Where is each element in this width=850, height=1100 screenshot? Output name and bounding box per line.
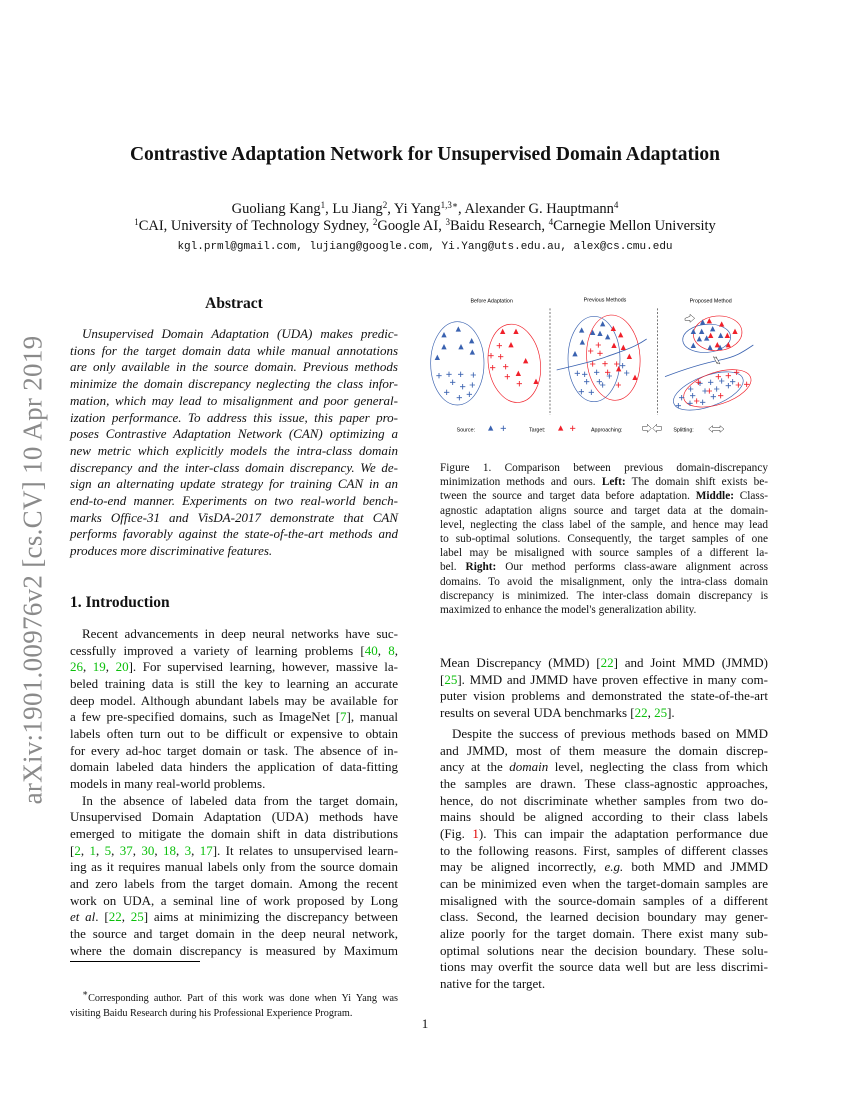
text-line: produces more discriminative features. (70, 543, 273, 559)
target-triangle-marker (707, 318, 712, 323)
text-line: puter vision problems and demonstrated the state-of-the-art (440, 688, 768, 704)
text-line: new metric which explicitly models the intra-class domain (70, 442, 398, 458)
text-line: results on several UDA benchmarks [22, 25]. (440, 705, 675, 720)
source-plus-marker (687, 401, 692, 406)
panel-title-before: Before Adaptation (470, 298, 513, 305)
target-plus-marker (694, 398, 699, 403)
source-plus-marker (575, 371, 580, 376)
target-triangle-marker (708, 333, 713, 338)
source-triangle-marker (572, 351, 577, 356)
target-triangle-marker (500, 329, 505, 334)
source-plus-marker (467, 392, 472, 397)
source-triangle-marker (699, 329, 704, 334)
source-triangle-marker (718, 333, 723, 338)
text-line: native for the target. (440, 976, 546, 992)
text-line: domains. To avoid the misalignment, only the intra-class domain (440, 575, 768, 588)
author-sup: 4 (613, 200, 619, 210)
source-plus-marker (620, 363, 625, 368)
text-line: Figure 1. Comparison between previous domain-discrepancy (440, 462, 768, 474)
footnote-line: Corresponding author. Part of this work was done when Yi Yang was (88, 993, 398, 1004)
source-triangle-marker (458, 344, 463, 349)
text-line: label may be misaligned with source samples of a different la- (440, 547, 768, 560)
target-plus-marker (736, 382, 741, 387)
target-triangle-marker (513, 329, 518, 334)
source-plus-marker (458, 372, 463, 377)
source-triangle-marker (691, 329, 696, 334)
source-triangle-marker (470, 349, 475, 354)
source-plus-marker (726, 383, 731, 388)
abstract-heading: Abstract (205, 295, 263, 312)
text-line: minimization methods and ours. Left: The domain shift exists be- (440, 476, 768, 489)
target-triangle-marker (715, 342, 720, 347)
source-triangle-marker (441, 332, 446, 337)
arxiv-stamp: arXiv:1901.00976v2 [cs.CV] 10 Apr 2019 (17, 335, 48, 805)
source-triangle-marker (710, 326, 715, 331)
source-plus-marker (624, 370, 629, 375)
text-line: class. Second, the learned decision boundary may gener- (440, 909, 768, 925)
affiliation-list: $^1$CAI, University of Technology Sydney, $^2$Google AI, $^3$Baidu Research, $^4$Carnegie Mellon University (134, 217, 716, 234)
target-plus-marker (498, 354, 503, 359)
text-line: maximized to enhance the model's generalization ability. (440, 604, 697, 616)
approaching-arrow-icon (685, 314, 695, 322)
source-triangle-marker (488, 425, 493, 430)
target-triangle-marker (732, 329, 737, 334)
source-plus-marker (457, 395, 462, 400)
target-plus-marker (505, 374, 510, 379)
text-line: poses Contrastive Adaptation Network (CAN) optimizing a (70, 426, 398, 442)
author-name: Lu Jiang (332, 201, 383, 217)
text-line: the source and target domain in the deep neural network, (70, 926, 398, 942)
text-line: for every ad-hoc target domain or task. The absence of in- (70, 742, 398, 758)
text-line: Mean Discrepancy (MMD) [22] and Joint MMD (JMMD) (440, 655, 768, 670)
target-plus-marker (596, 342, 601, 347)
author-sup: 2 (382, 200, 388, 210)
affiliation-sup: 4 (548, 217, 554, 227)
source-triangle-marker (691, 343, 696, 348)
source-plus-marker (436, 373, 441, 378)
source-plus-marker (597, 379, 602, 384)
text-line: Despite the success of previous methods based on MMD (452, 726, 768, 741)
text-line: discrepancy and the inter-class domain discrepancy. We de- (70, 459, 398, 475)
source-plus-marker (714, 386, 719, 391)
text-line: sign an alternating update strategy for training CAN in an (70, 476, 398, 492)
target-plus-marker (517, 381, 522, 386)
text-line: where the domain discrepancy is measured by Maximum (70, 942, 398, 958)
text-line: mation, which may lead to misalignment and poor general- (70, 392, 398, 408)
text-line: (Fig. 1). This can impair the adaptation performance due (440, 826, 768, 842)
target-plus-marker (744, 382, 749, 387)
section-heading-introduction: 1. Introduction (70, 594, 170, 611)
target-triangle-marker (611, 326, 616, 331)
author-sup: 1,3∗ (440, 200, 459, 210)
text-line: labels often turn out to be difficult or expensive to obtain (70, 726, 398, 742)
legend-source-label: Source: (456, 427, 476, 434)
affiliation-sup: 1 (134, 217, 139, 227)
splitting-arrow-icon (709, 426, 724, 433)
text-line: ing as it requires manual labels only from the source domain (70, 859, 398, 875)
text-line: are only available in the source domain. Previous methods (70, 359, 398, 375)
source-triangle-marker (697, 336, 702, 341)
source-plus-marker (501, 426, 506, 431)
source-triangle-marker (579, 327, 584, 332)
text-line: tions for the target domain data while manual annotations (70, 342, 398, 358)
approaching-arrow-icon (643, 424, 652, 432)
target-triangle-marker (719, 321, 724, 326)
source-plus-marker (594, 370, 599, 375)
target-triangle-marker (616, 366, 621, 371)
text-line: and zero labels from the target domain. Among the recent (70, 876, 398, 892)
target-triangle-marker (533, 379, 538, 384)
source-triangle-marker (597, 331, 602, 336)
text-line: misaligned with the source-domain samples of a different (440, 892, 768, 908)
target-plus-marker (590, 361, 595, 366)
text-line: deep model. Although abundant labels may be available for (70, 692, 398, 708)
panel-title-proposed: Proposed Method (689, 298, 732, 305)
text-line: Unsupervised Domain Adaptation (UDA) methods have (70, 809, 398, 825)
source-triangle-marker (600, 321, 605, 326)
source-plus-marker (579, 389, 584, 394)
affiliation-sup: 2 (372, 217, 378, 227)
panel-title-previous: Previous Methods (583, 297, 627, 304)
source-plus-marker (711, 394, 716, 399)
text-line: optimal solutions near the decision boundary. These solu- (440, 942, 768, 958)
decision-boundary (557, 339, 647, 370)
source-triangle-marker (707, 345, 712, 350)
source-plus-marker (708, 380, 713, 385)
author-list: Guoliang Kang$^1$, Lu Jiang$^2$, Yi Yang$^{1,3∗}$, Alexander G. Hauptmann$^4$ (231, 200, 619, 217)
text-line: et al. [22, 25] aims at minimizing the discrepancy between (70, 909, 398, 925)
target-plus-marker (716, 374, 721, 379)
target-plus-marker (488, 353, 493, 358)
text-line: alize poorly for the target domain. There exist many sub- (440, 926, 768, 942)
target-triangle-marker (621, 345, 626, 350)
text-line: minimize the domain discrepancy neglecting the class infor- (70, 376, 398, 392)
source-triangle-marker (700, 319, 705, 324)
source-triangle-marker (456, 326, 461, 331)
text-line: to the following reasons. First, samples of different classes (440, 842, 768, 858)
text-line: domain labeled data hinders the application of data-fitting (70, 759, 398, 775)
target-triangle-marker (627, 354, 632, 359)
approaching-arrow-icon (653, 424, 662, 432)
target-triangle-marker (632, 375, 637, 380)
author-name: Yi Yang (393, 201, 441, 217)
text-line: a few pre-specified domains, such as ImageNet [7], manual (70, 709, 398, 725)
text-line: may be aligned incorrectly, e.g. both MMD and JMMD (440, 859, 768, 875)
text-line: [25]. MMD and JMMD have proven effective in many com- (440, 671, 768, 687)
figure-1-diagram (420, 285, 770, 445)
text-line: hence, do not discriminate whether samples from two do- (440, 792, 768, 808)
source-plus-marker (460, 384, 465, 389)
text-line: tions may overfit the source data well but are less discrimi- (440, 959, 768, 975)
text-line: models in many real-world problems. (70, 776, 266, 792)
source-triangle-marker (435, 355, 440, 360)
source-plus-marker (470, 382, 475, 387)
text-line: [2, 1, 5, 37, 30, 18, 3, 17]. It relates to unsupervised learn- (70, 842, 399, 858)
source-triangle-marker (580, 339, 585, 344)
footnote-mark: ∗ (82, 988, 89, 998)
source-domain-ellipse (431, 322, 484, 405)
source-plus-marker (690, 393, 695, 398)
target-triangle-marker (508, 342, 513, 347)
target-plus-marker (597, 351, 602, 356)
source-plus-marker (582, 372, 587, 377)
source-plus-marker (584, 379, 589, 384)
text-line: discrepancy is minimized. The inter-class domain discrepancy is (440, 589, 768, 602)
text-line: cessfully improved a variety of learning problems [40, 8, (70, 642, 399, 658)
text-line: end-to-end manner. Experiments on two real-world bench- (70, 493, 398, 508)
text-line: ancy at the domain level, neglecting the class from which (440, 759, 768, 775)
text-line: to sub-optimal solutions. Consequently, the target samples of one (440, 533, 768, 545)
text-line: bel. Right: Our method performs class-aware alignment across (440, 561, 768, 574)
author-emails: kgl.prml@gmail.com, lujiang@google.com, Yi.Yang@uts.edu.au, alex@cs.cmu.edu (177, 241, 673, 253)
target-plus-marker (616, 382, 621, 387)
text-line: tween the source and target data before adaptation. Middle: Class- (440, 490, 768, 503)
target-triangle-marker (618, 332, 623, 337)
target-plus-marker (588, 348, 593, 353)
target-plus-marker (497, 343, 502, 348)
source-plus-marker (730, 379, 735, 384)
target-plus-marker (726, 373, 731, 378)
text-line: agnostic adaptation aligns source and target data at the domain- (440, 504, 768, 517)
text-line: the samples are drawn. These class-agnostic approaches, (440, 776, 768, 791)
source-plus-marker (600, 382, 605, 387)
paper-title: Contrastive Adaptation Network for Unsupervised Domain Adaptation (129, 144, 721, 165)
text-line: Recent advancements in deep neural networks have suc- (82, 626, 398, 641)
target-plus-marker (718, 393, 723, 398)
affiliation-name: Google AI (377, 218, 439, 234)
target-plus-marker (503, 364, 508, 369)
author-name: Guoliang Kang (231, 201, 321, 217)
footnote-line: visiting Baidu Research during his Professional Experience Program. (70, 1008, 353, 1019)
text-line: and JMMD, most of them measure the domain discrep- (440, 742, 768, 758)
affiliation-sup: 3 (445, 217, 450, 227)
text-line: performs favorably against the state-of-the-art methods and (70, 526, 398, 542)
source-plus-marker (450, 380, 455, 385)
legend-target-label: Target: (529, 427, 546, 434)
target-plus-marker (490, 365, 495, 370)
affiliation-name: Carnegie Mellon University (553, 218, 716, 234)
source-plus-marker (719, 378, 724, 383)
target-plus-marker (707, 388, 712, 393)
target-plus-marker (570, 426, 575, 431)
affiliation-name: CAI, University of Technology Sydney (138, 218, 366, 234)
affiliation-name: Baidu Research (449, 218, 542, 234)
author-sup: 1 (320, 200, 326, 210)
source-plus-marker (444, 390, 449, 395)
target-triangle-marker (516, 371, 521, 376)
text-line: work on UDA, a seminal line of work proposed by Long (70, 892, 398, 908)
text-line: ization performance. To address this issue, this paper pro- (70, 409, 398, 425)
target-triangle-marker (558, 425, 563, 430)
source-plus-marker (589, 390, 594, 395)
text-line: 26, 19, 20]. For supervised learning, however, massive la- (70, 659, 398, 675)
text-line: In the absence of labeled data from the target domain, (82, 792, 398, 808)
text-line: mains should be aligned according to their class labels (440, 809, 768, 825)
source-plus-marker (676, 403, 681, 408)
text-line: marks Office-31 and VisDA-2017 demonstrate that CAN (70, 509, 398, 525)
source-plus-marker (471, 372, 476, 377)
text-line: Unsupervised Domain Adaptation (UDA) makes predic- (82, 326, 398, 341)
text-line: level, neglecting the class label of the sample, and hence may lead (440, 518, 768, 531)
author-name: Alexander G. Hauptmann (464, 201, 614, 217)
text-line: emerged to mitigate the domain shift in data distributions (70, 826, 398, 842)
source-plus-marker (700, 400, 705, 405)
source-triangle-marker (441, 344, 446, 349)
target-triangle-marker (725, 333, 730, 338)
source-triangle-marker (469, 338, 474, 343)
legend-splitting-label: Splitting: (673, 427, 694, 434)
target-triangle-marker (523, 358, 528, 363)
target-plus-marker (602, 361, 607, 366)
footnote-rule (70, 961, 200, 962)
target-plus-marker (614, 361, 619, 366)
page-number: 1 (421, 1016, 429, 1031)
legend-approaching-label: Approaching: (591, 427, 623, 434)
source-plus-marker (446, 372, 451, 377)
text-line: beled training data is still the key to learning an accurate (70, 676, 398, 691)
source-triangle-marker (605, 334, 610, 339)
target-triangle-marker (611, 343, 616, 348)
text-line: can be minimized even when the target-domain samples are (440, 876, 768, 892)
